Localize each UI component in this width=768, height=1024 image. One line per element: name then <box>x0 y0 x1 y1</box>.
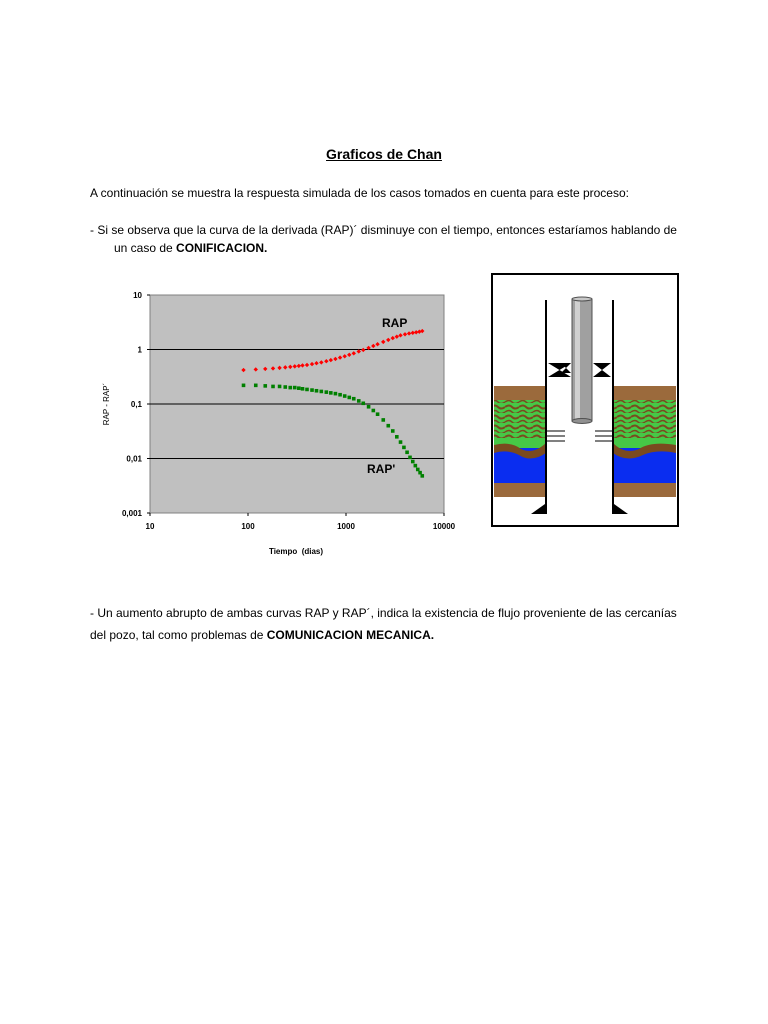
case-mechanical-text: - Un aumento abrupto de ambas curvas RAP y RAP´, indica la existencia de flujo proveniente de las cercanías del pozo, tal como problemas de <box>90 606 677 642</box>
rap-derivative-point <box>293 386 297 390</box>
right-formation <box>613 386 676 497</box>
y-tick-label: 0,01 <box>126 454 142 464</box>
rap-derivative-point <box>297 386 301 390</box>
rap-derivative-point <box>414 464 418 468</box>
tubing-highlight <box>575 299 580 421</box>
rap-derivative-point <box>405 450 409 454</box>
annotation-rap: RAP <box>382 316 408 330</box>
rap-derivative-point <box>315 389 319 393</box>
rap-derivative-point <box>402 446 406 450</box>
right-oil-zone <box>613 400 676 438</box>
rap-derivative-point <box>310 388 314 392</box>
case-coning-bold: CONIFICACION. <box>176 241 268 255</box>
case-coning-line1: - Si se observa que la curva de la derivada (RAP)´ disminuye con el tiempo, entonces estaríamos hablando de <box>90 223 677 237</box>
case-mechanical-paragraph <box>90 602 690 646</box>
rap-derivative-point <box>372 409 376 413</box>
y-tick-label: 0,1 <box>130 400 142 409</box>
rap-derivative-point <box>361 402 365 406</box>
rap-derivative-point <box>367 405 371 409</box>
left-formation <box>494 386 546 497</box>
rap-derivative-point <box>329 391 333 395</box>
rap-derivative-point <box>301 387 305 391</box>
rap-derivative-point <box>408 456 412 460</box>
chan-plot-svg <box>92 276 460 582</box>
rap-derivative-point <box>357 399 361 403</box>
left-oil-zone <box>494 400 546 438</box>
rap-derivative-point <box>288 386 292 390</box>
left-bottom-shale-layer <box>494 483 546 497</box>
case-mechanical-bold: COMUNICACION MECANICA. <box>266 628 435 642</box>
rap-derivative-point <box>376 412 380 416</box>
well-diagram-svg <box>491 273 679 527</box>
rap-derivative-point <box>242 384 246 388</box>
rap-derivative-point <box>399 440 403 444</box>
rap-derivative-point <box>320 390 324 394</box>
rap-derivative-point <box>381 418 385 422</box>
rap-derivative-point <box>278 385 282 389</box>
x-tick-label: 100 <box>241 522 255 531</box>
rap-derivative-point <box>343 394 347 398</box>
right-top-shale-layer <box>613 386 676 400</box>
y-axis-label: RAP - RAP´ <box>102 382 111 426</box>
right-bottom-shale-layer <box>613 483 676 497</box>
rap-derivative-point <box>325 390 329 394</box>
page-title: Graficos de Chan <box>326 146 442 162</box>
rap-derivative-point <box>334 392 338 396</box>
y-tick-label: 10 <box>133 291 142 300</box>
y-tick-label: 1 <box>137 345 142 355</box>
x-tick-label: 10 <box>145 522 155 531</box>
rap-derivative-point <box>263 384 267 388</box>
well-coning-diagram <box>491 273 679 527</box>
x-tick-label: 10000 <box>432 522 456 531</box>
rap-derivative-point <box>338 393 342 397</box>
case-coning-paragraph <box>90 221 690 257</box>
rap-derivative-point <box>347 396 351 400</box>
rap-derivative-point <box>386 424 390 428</box>
rap-derivative-point <box>352 397 356 401</box>
rap-derivative-point <box>283 385 287 389</box>
tubing-top <box>572 297 592 301</box>
rap-derivative-point <box>271 385 275 389</box>
left-top-shale-layer <box>494 386 546 400</box>
rap-derivative-point <box>395 435 399 439</box>
case-coning-line2 <box>90 239 690 257</box>
y-tick-label: 0,001 <box>121 509 142 518</box>
rap-derivative-point <box>391 429 395 433</box>
rap-derivative-point <box>411 460 415 464</box>
case-coning-prefix: un caso de <box>114 241 177 255</box>
x-axis-label: Tiempo (dias) <box>268 547 324 556</box>
tubing-bottom <box>572 419 592 424</box>
x-tick-label: 1000 <box>337 522 355 531</box>
intro-paragraph: A continuación se muestra la respuesta simulada de los casos tomados en cuenta para este proceso: <box>90 186 629 200</box>
rap-derivative-point <box>416 468 420 472</box>
rap-derivative-point <box>420 474 424 478</box>
rap-derivative-point <box>418 471 422 475</box>
chan-plot <box>92 276 460 582</box>
rap-derivative-point <box>254 384 258 388</box>
annotation-rap-derivative: RAP' <box>367 462 396 476</box>
rap-derivative-point <box>305 388 309 392</box>
